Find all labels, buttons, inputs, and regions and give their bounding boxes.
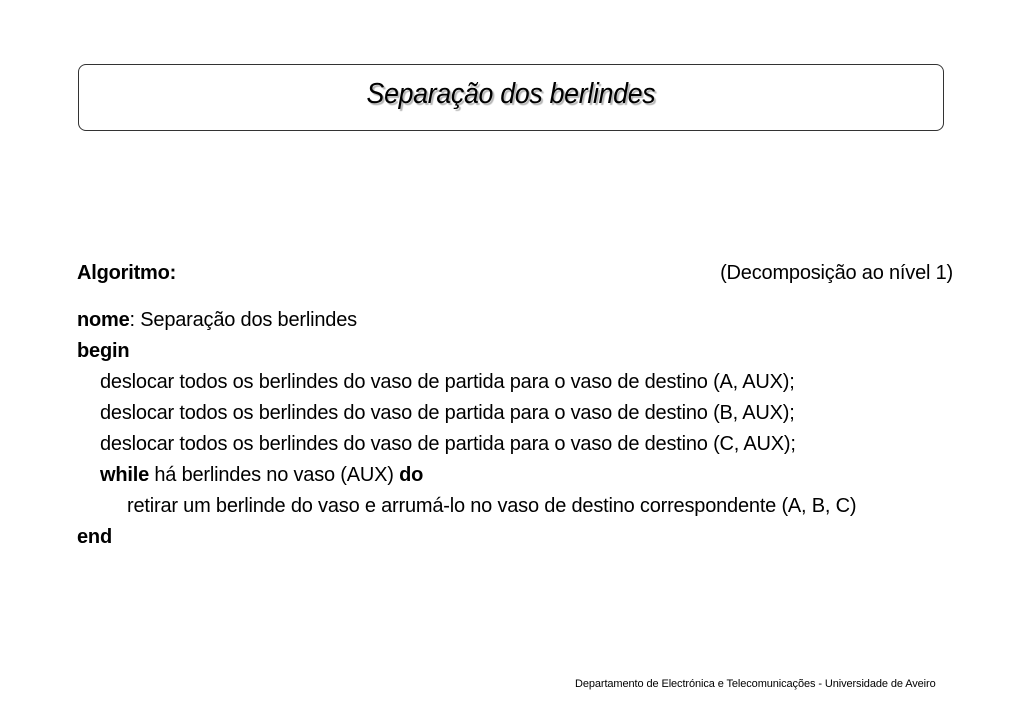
- title-box: [78, 64, 944, 131]
- name-value: : Separação dos berlindes: [129, 309, 357, 331]
- name-line: [77, 305, 953, 336]
- name-keyword: nome: [77, 309, 130, 331]
- footer-text: Departamento de Electrónica e Telecomunicações - Universidade de Aveiro: [575, 678, 936, 690]
- while-condition: há berlindes no vaso (AUX): [149, 464, 400, 486]
- decomposition-level-note: (Decomposição ao nível 1): [720, 262, 953, 284]
- loop-body-line: retirar um berlinde do vaso e arrumá-lo no vaso de destino correspondente (A, B, C): [127, 495, 857, 517]
- algorithm-header: [77, 258, 953, 289]
- while-keyword: while: [100, 464, 150, 486]
- end-keyword: end: [77, 526, 112, 548]
- algorithm-block: [77, 258, 953, 553]
- slide-title: Separação dos berlindes: [366, 78, 656, 110]
- step-line: deslocar todos os berlindes do vaso de partida para o vaso de destino (C, AUX);: [100, 433, 796, 455]
- do-keyword: do: [399, 464, 424, 486]
- step-line: deslocar todos os berlindes do vaso de partida para o vaso de destino (B, AUX);: [100, 402, 795, 424]
- step-line: deslocar todos os berlindes do vaso de partida para o vaso de destino (A, AUX);: [100, 371, 795, 393]
- while-line: [77, 460, 953, 491]
- begin-keyword: begin: [77, 340, 130, 362]
- algorithm-label: Algoritmo:: [77, 262, 177, 284]
